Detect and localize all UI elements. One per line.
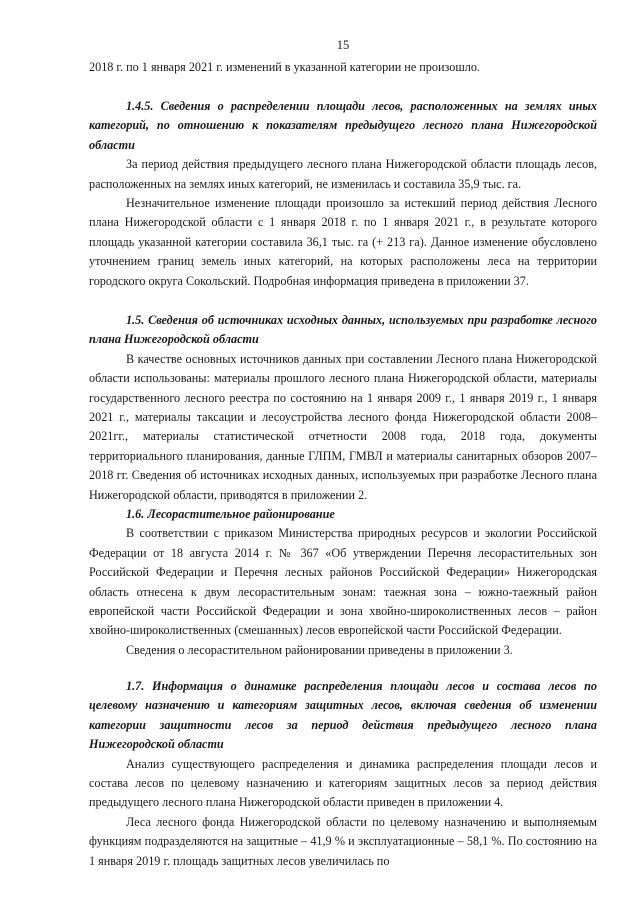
paragraph: В качестве основных источников данных при составлении Лесного плана Нижегородской области использованы: материалы прошлого лесного плана Нижегородской области, материалы государственного лесного реестра по состоянию на 1 января 2009 г., 1 января 2019 г., 1 января 2021 г., материалы таксации и лесоустройства лесного фонда Нижегородской области 2008–2021гг., материалы статистической отчетности 2008 года, 2018 года, документы территориального планирования, данные ГЛПМ, ГМВЛ и материалы санитарных обзоров 2007–2018 гг. Сведения об источниках исходных данных, используемых при разработке Лесного плана Нижегородской области, приводятся в приложении 2.	[89, 351, 597, 502]
intro-block	[89, 58, 597, 77]
section-heading: 1.4.5. Сведения о распределении площади лесов, расположенных на землях иных категорий, по отношению к показателям предыдущего лесного плана Нижегородской области	[89, 99, 597, 152]
paragraph: За период действия предыдущего лесного плана Нижегородской области площадь лесов, расположенных на землях иных категорий, не изменилась и составила 35,9 тыс. га.	[89, 157, 597, 191]
page-number: 15	[336, 38, 350, 52]
section-heading: 1.6. Лесорастительное районирование	[126, 507, 335, 521]
section-1-4-5	[89, 97, 597, 291]
paragraph: Анализ существующего распределения и динамика распределения площади лесов и состава лесов по целевому назначению и категориям защитных лесов за период действия предыдущего лесного плана Нижегородской области приведен в приложении 4.	[89, 756, 597, 810]
section-1-5	[89, 311, 597, 505]
intro-line: 2018 г. по 1 января 2021 г. изменений в указанной категории не произошло.	[89, 60, 480, 74]
paragraph: В соответствии с приказом Министерства природных ресурсов и экологии Российской Федерации от 18 августа 2014 г. № 367 «Об утверждении Перечня лесорастительных зон Российской Федерации и Перечня лесных районов Российской Федерации» Нижегородская область отнесена к двум лесорастительным зонам: таежная зона – южно-таежный район европейской части Российской Федерации и зона хвойно-широколиственных лесов – район хвойно-широколиственных (смешанных) лесов европейской части Российской Федерации.	[89, 526, 597, 638]
paragraph: Сведения о лесорастительном районировании приведены в приложении 3.	[126, 642, 513, 657]
paragraph: Незначительное изменение площади произошло за истекший период действия Лесного плана Нижегородской области с 1 января 2018 г. по 1 января 2021 г., в результате которого площадь указанной категории составила 36,1 тыс. га (+ 213 га). Данное изменение обусловлено уточнением границ земель иных категорий, на которых расположены леса на территории городского округа Сокольский. Подробная информация приведена в приложении 37.	[89, 196, 597, 288]
section-1-7	[89, 677, 597, 871]
paragraph: Леса лесного фонда Нижегородской области по целевому назначению и выполняемым функциям подразделяются на защитные – 41,9 % и эксплуатационные – 58,1 %. По состоянию на 1 января 2019 г. площадь защитных лесов увеличилась по	[89, 814, 597, 868]
section-heading: 1.7. Информация о динамике распределения площади лесов и состава лесов по целевому назначению и категориям защитных лесов, включая сведения об изменении категории защитности лесов за период действия предыдущего лесного плана Нижегородской области	[89, 679, 597, 752]
section-1-6	[89, 505, 597, 660]
section-heading: 1.5. Сведения об источниках исходных данных, используемых при разработке лесного плана Нижегородской области	[89, 313, 597, 347]
